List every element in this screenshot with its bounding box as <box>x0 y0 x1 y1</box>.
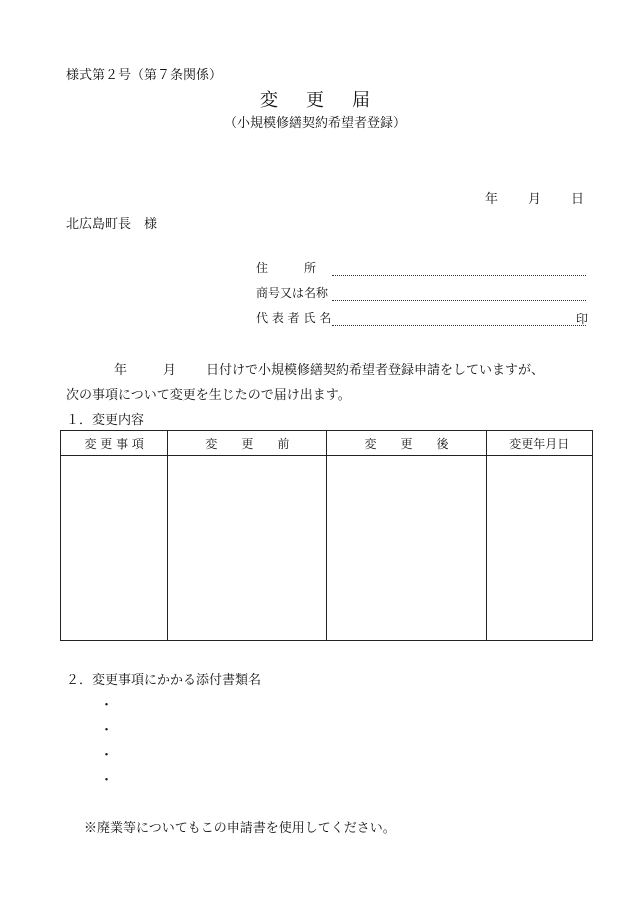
submission-date <box>455 188 584 207</box>
body-line-2: 次の事項について変更を生じたので届け出ます。 <box>66 388 351 403</box>
form-number: 様式第２号（第７条関係） <box>66 68 223 83</box>
form-subtitle: （小規模修繕契約希望者登録） <box>223 116 406 131</box>
attachment-item: ・ <box>100 773 114 788</box>
body-line-1 <box>66 359 544 378</box>
form-title <box>0 86 630 112</box>
attachment-item: ・ <box>100 698 114 713</box>
table-row <box>61 456 593 641</box>
cell-before[interactable] <box>168 456 327 641</box>
footer-note: ※廃業等についてもこの申請書を使用してください。 <box>84 821 396 836</box>
company-row <box>256 284 586 302</box>
col-change-date: 変更年月日 <box>486 431 592 456</box>
representative-label: 代 表 者 氏 名 <box>256 311 332 325</box>
title-char: 変 <box>260 90 278 111</box>
body-year: 年 <box>114 363 128 378</box>
date-month: 月 <box>527 192 541 207</box>
address-row <box>256 259 586 277</box>
body-month: 月 <box>163 363 177 378</box>
company-field[interactable] <box>332 286 586 301</box>
representative-row <box>256 309 586 327</box>
seal-mark: 印 <box>575 312 588 326</box>
cell-change-date[interactable] <box>486 456 592 641</box>
address-label: 住 所 <box>256 261 317 275</box>
date-year: 年 <box>484 192 498 207</box>
representative-field[interactable] <box>332 311 586 326</box>
title-char: 届 <box>352 90 370 111</box>
section-2-heading: ２．変更事項にかかる添付書類名 <box>66 673 262 688</box>
attachment-item: ・ <box>100 748 114 763</box>
address-field[interactable] <box>332 261 586 276</box>
col-after: 変 更 後 <box>327 431 486 456</box>
changes-table <box>60 430 593 641</box>
attachment-item: ・ <box>100 723 114 738</box>
addressee: 北広島町長 様 <box>66 217 158 232</box>
body-line-1-text: 日付けで小規模修繕契約希望者登録申請をしていますが、 <box>206 363 545 378</box>
col-change-item: 変 更 事 項 <box>61 431 168 456</box>
section-1-heading: １．変更内容 <box>66 413 145 428</box>
col-before: 変 更 前 <box>168 431 327 456</box>
table-header-row <box>61 431 593 456</box>
cell-after[interactable] <box>327 456 486 641</box>
title-char: 更 <box>306 90 324 111</box>
cell-change-item[interactable] <box>61 456 168 641</box>
date-day: 日 <box>570 192 584 207</box>
company-label: 商号又は名称 <box>256 286 329 300</box>
